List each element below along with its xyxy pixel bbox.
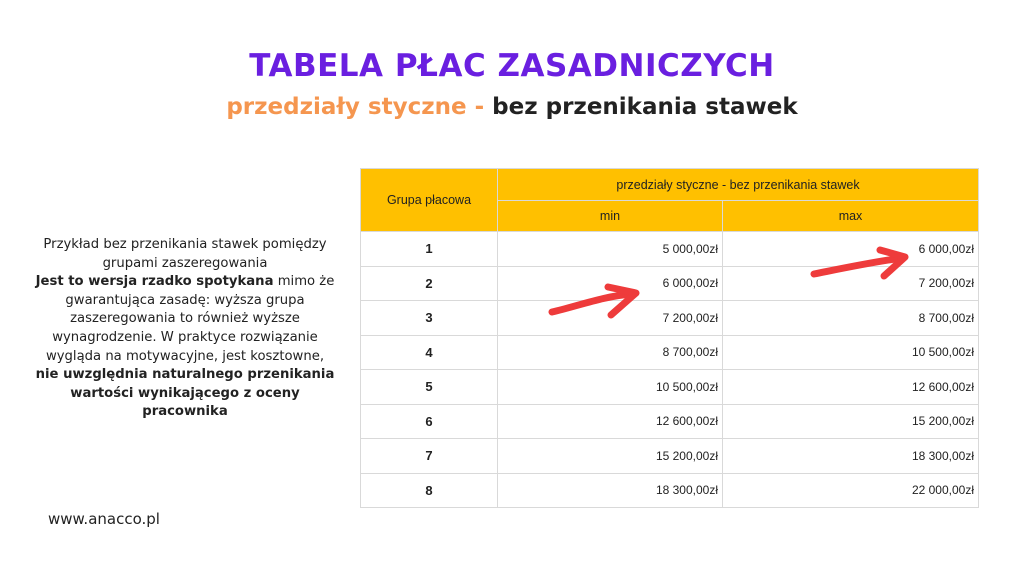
table-row bbox=[361, 301, 979, 336]
min-cell: 6 000,00zł bbox=[498, 266, 723, 301]
max-cell: 12 600,00zł bbox=[723, 370, 979, 405]
group-cell: 2 bbox=[361, 266, 498, 301]
max-cell: 8 700,00zł bbox=[723, 301, 979, 336]
header-max: max bbox=[723, 201, 979, 232]
table-row bbox=[361, 335, 979, 370]
max-cell: 22 000,00zł bbox=[723, 473, 979, 508]
header-min: min bbox=[498, 201, 723, 232]
description-text bbox=[34, 236, 336, 422]
arrow-icon-min bbox=[548, 282, 644, 328]
subtitle-main: bez przenikania stawek bbox=[492, 94, 798, 120]
arrow-icon-max bbox=[810, 246, 912, 286]
max-cell: 18 300,00zł bbox=[723, 439, 979, 474]
max-cell: 7 200,00zł bbox=[723, 266, 979, 301]
table-row bbox=[361, 473, 979, 508]
min-cell: 12 600,00zł bbox=[498, 404, 723, 439]
group-cell: 8 bbox=[361, 473, 498, 508]
max-cell: 10 500,00zł bbox=[723, 335, 979, 370]
subtitle-accent: przedziały styczne - bbox=[226, 94, 485, 120]
page-title: TABELA PŁAC ZASADNICZYCH bbox=[249, 48, 775, 84]
min-cell: 5 000,00zł bbox=[498, 232, 723, 267]
header-group: Grupa płacowa bbox=[361, 169, 498, 232]
description-body: mimo że gwarantująca zasadę: wyższa grupa zaszeregowania to również wyższe wynagrodzenie. W praktyce rozwiązanie wygląda na motywacyjne, jest kosztowne, bbox=[45, 274, 335, 364]
website-link[interactable]: www.anacco.pl bbox=[48, 510, 160, 528]
page-subtitle bbox=[0, 94, 1024, 120]
group-cell: 6 bbox=[361, 404, 498, 439]
description-bold-conclusion: nie uwzględnia naturalnego przenikania wartości wynikającego z oceny pracownika bbox=[35, 367, 335, 420]
group-cell: 5 bbox=[361, 370, 498, 405]
min-cell: 8 700,00zł bbox=[498, 335, 723, 370]
header-range: przedziały styczne - bez przenikania stawek bbox=[498, 169, 979, 201]
max-cell: 15 200,00zł bbox=[723, 404, 979, 439]
min-cell: 7 200,00zł bbox=[498, 301, 723, 336]
table-row bbox=[361, 370, 979, 405]
min-cell: 15 200,00zł bbox=[498, 439, 723, 474]
group-cell: 3 bbox=[361, 301, 498, 336]
group-cell: 4 bbox=[361, 335, 498, 370]
min-cell: 10 500,00zł bbox=[498, 370, 723, 405]
salary-table bbox=[360, 168, 979, 508]
table-row bbox=[361, 439, 979, 474]
max-cell: 6 000,00zł bbox=[723, 232, 979, 267]
description-intro: Przykład bez przenikania stawek pomiędzy grupami zaszeregowania bbox=[43, 237, 327, 271]
group-cell: 7 bbox=[361, 439, 498, 474]
description-bold-rare: Jest to wersja rzadko spotykana bbox=[35, 274, 274, 290]
table-row bbox=[361, 404, 979, 439]
min-cell: 18 300,00zł bbox=[498, 473, 723, 508]
group-cell: 1 bbox=[361, 232, 498, 267]
